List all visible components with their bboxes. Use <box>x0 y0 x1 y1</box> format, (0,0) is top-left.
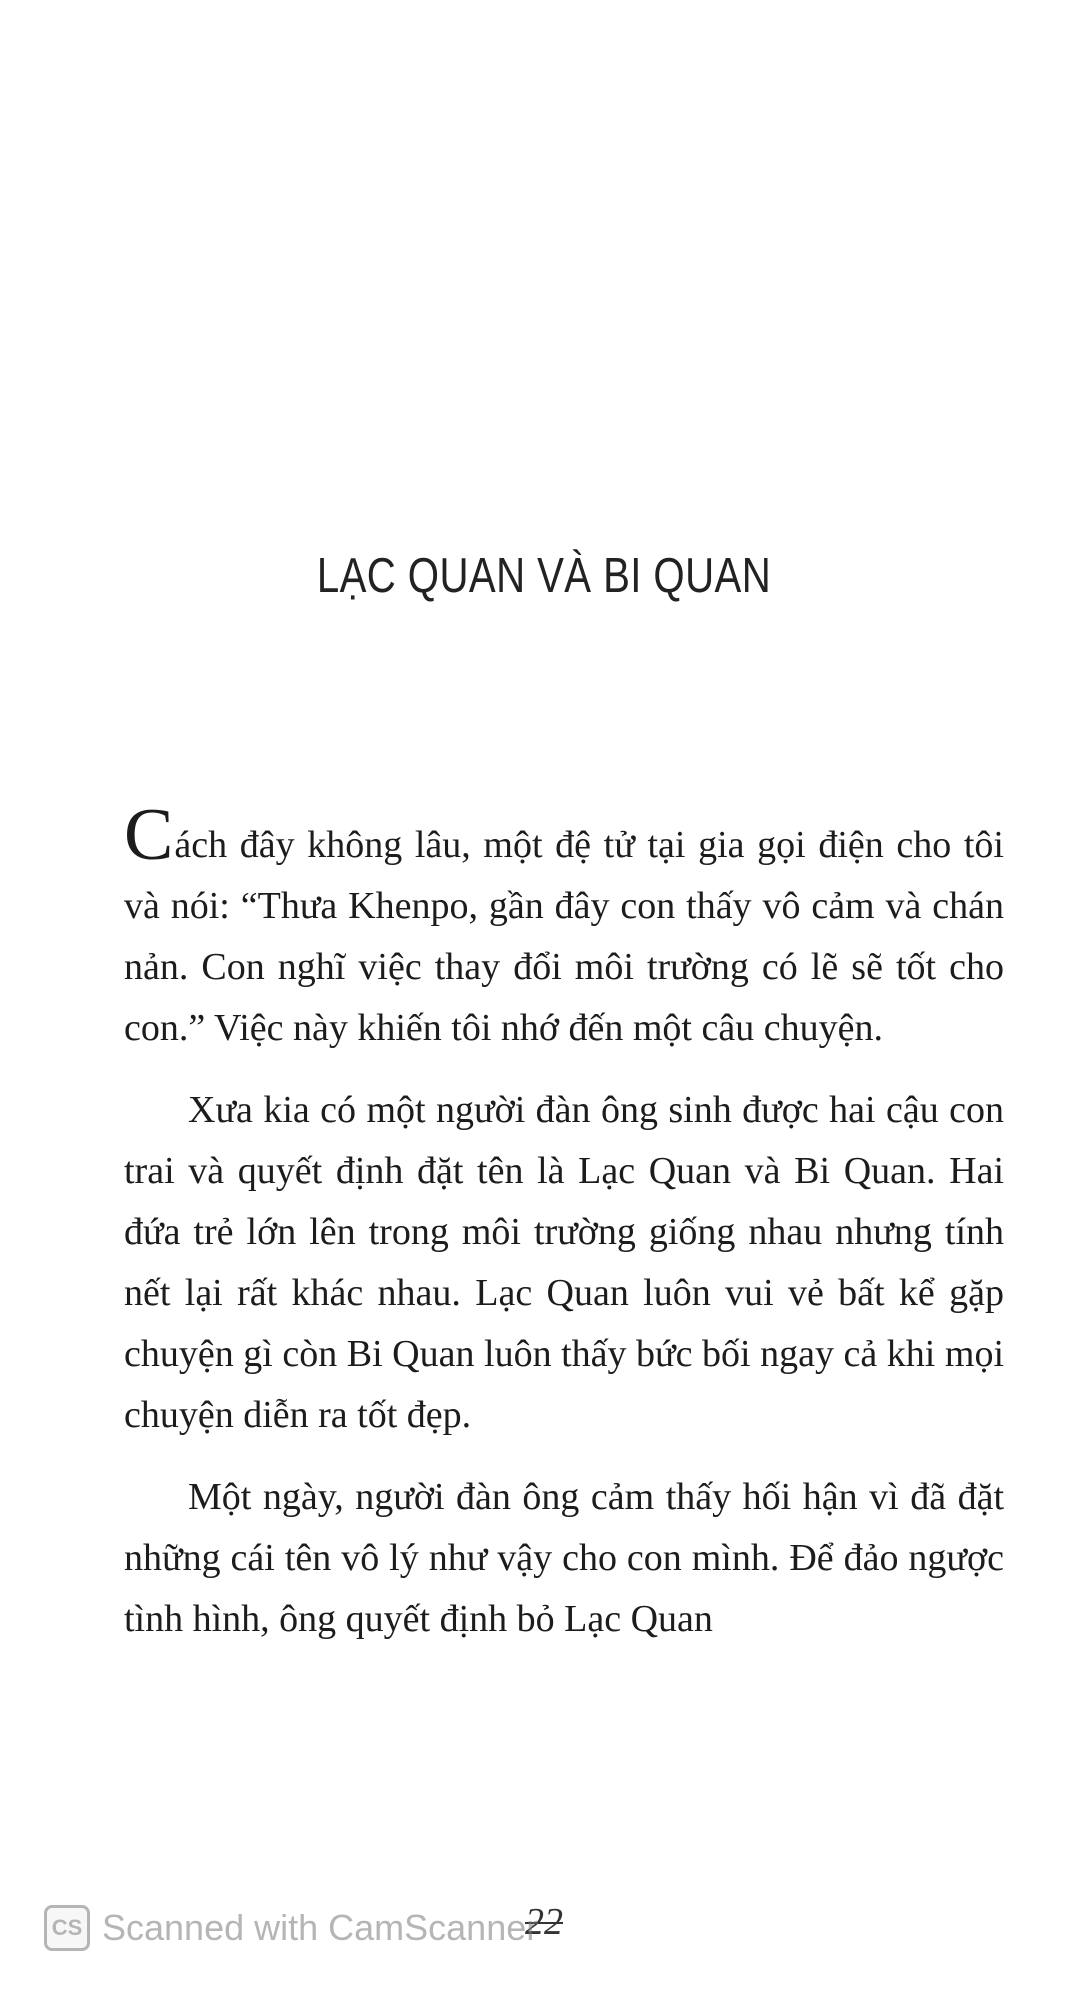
drop-cap-letter: C <box>124 794 174 876</box>
paragraph-1-text: ách đây không lâu, một đệ tử tại gia gọi điện cho tôi và nói: “Thưa Khenpo, gần đây con thấy vô cảm và chán nản. Con nghĩ việc thay đổi môi trường có lẽ sẽ tốt cho con.” Việc này khiến tôi nhớ đến một câu chuyện. <box>124 824 1004 1049</box>
camscanner-watermark <box>44 1902 538 1954</box>
paragraph-3: Một ngày, người đàn ông cảm thấy hối hận vì đã đặt những cái tên vô lý như vậy cho con mình. Để đảo ngược tình hình, ông quyết định bỏ Lạc Quan <box>124 1476 1004 1640</box>
camscanner-logo-icon: CS <box>44 1905 90 1951</box>
paragraph-2: Xưa kia có một người đàn ông sinh được hai cậu con trai và quyết định đặt tên là Lạc Quan và Bi Quan. Hai đứa trẻ lớn lên trong môi trường giống nhau nhưng tính nết lại rất khác nhau. Lạc Quan luôn vui vẻ bất kể gặp chuyện gì còn Bi Quan luôn thấy bức bối ngay cả khi mọi chuyện diễn ra tốt đẹp. <box>124 1089 1004 1436</box>
chapter-title: LẠC QUAN VÀ BI QUAN <box>316 549 772 603</box>
page-number: 22 <box>525 1901 563 1943</box>
watermark-text: Scanned with CamScanner <box>102 1907 539 1948</box>
paragraph-1 <box>124 794 1004 1059</box>
chapter-body <box>124 794 1004 1671</box>
